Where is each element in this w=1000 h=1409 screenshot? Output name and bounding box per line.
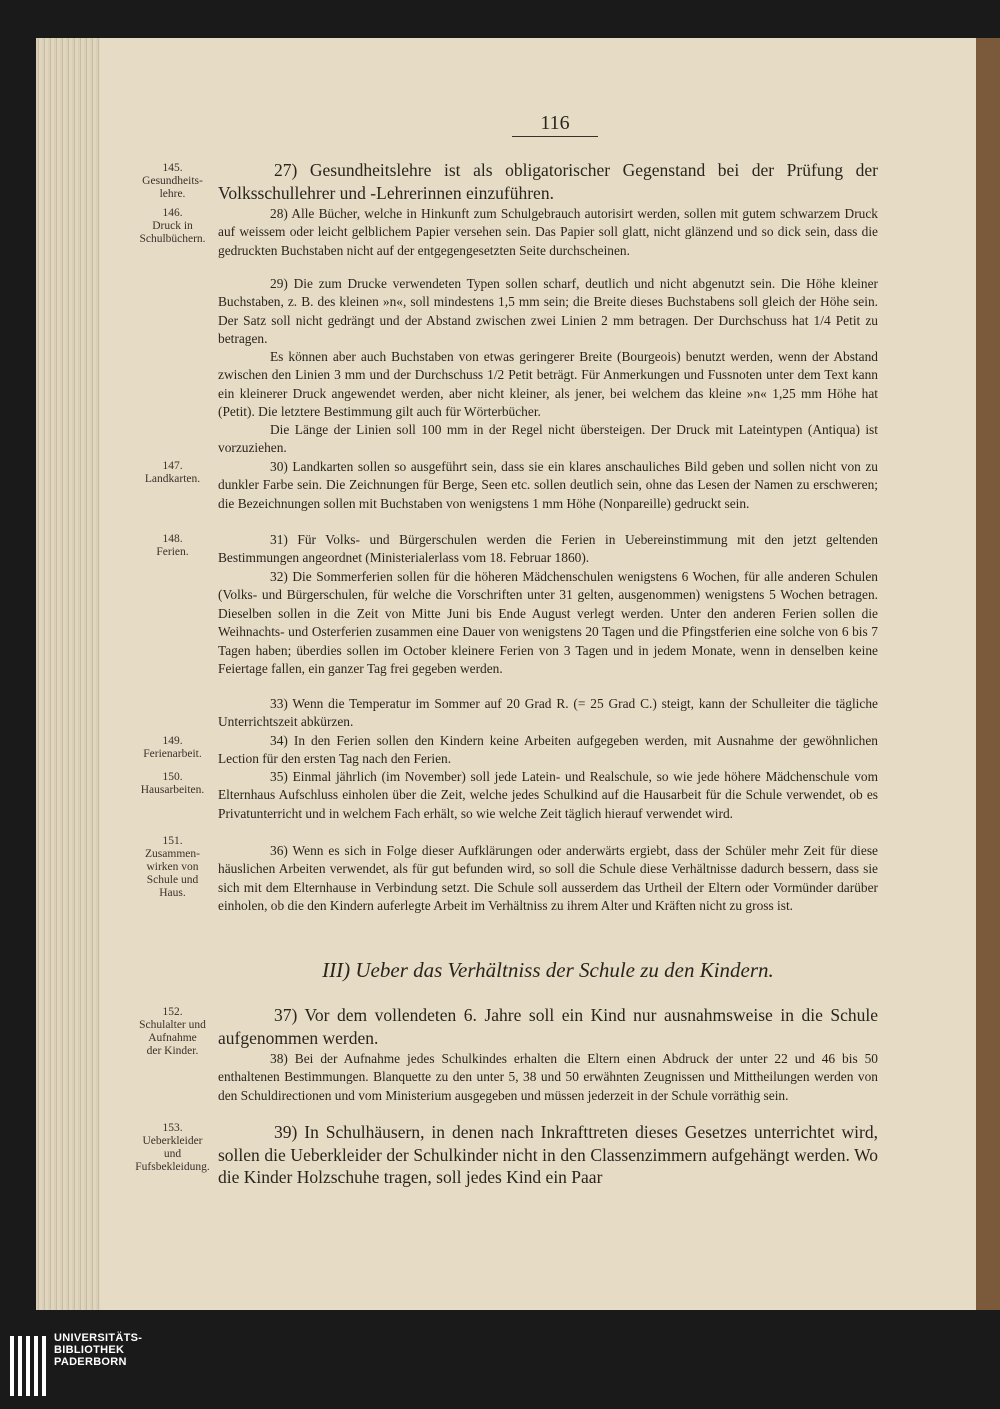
section-heading-III: III) Ueber das Verhältniss der Schule zu den Kindern. [322, 958, 774, 982]
paragraph-29: 29) Die zum Drucke verwendeten Typen sollen scharf, deutlich und nicht abgenutzt sein. Die Höhe kleiner Buchstaben, z. B. des kleinen »n«, soll mindestens 1,5 mm sein; die Breite dieses Buchstabens soll gleich der Höhe sein. Der Satz soll nicht gedrängt und der Abstand zwischen zwei Linien 2 mm betragen. Der Durchschuss hat 1/4 Petit zu betragen. [218, 276, 878, 347]
margin-note-150: 150. Hausarbeiten. [140, 771, 205, 796]
library-logo-text: UNIVERSITÄTS- BIBLIOTHEK PADERBORN [54, 1332, 143, 1368]
paragraph-37: 37) Vor dem vollendeten 6. Jahre soll ein Kind nur ausnahmsweise in die Schule aufgenommen werden. [218, 1005, 878, 1048]
paragraph-27: 27) Gesundheitslehre ist als obligatorischer Gegenstand bei der Prüfung der Volksschullehrer und -Lehrerinnen einzuführen. [218, 160, 878, 203]
paragraph-33: 33) Wenn die Temperatur im Sommer auf 20 Grad R. (= 25 Grad C.) steigt, kann der Schulleiter die tägliche Unterrichtszeit abkürzen. [218, 696, 878, 730]
paragraph-36: 36) Wenn es sich in Folge dieser Aufklärungen oder anderwärts ergiebt, dass der Schüler mehr Zeit für diese häuslichen Arbeiten verwendet, als für gut befunden wird, so soll die Schule diese Verhältnisse dadurch bessern, dass sie sich mit dem Elternhause in Verbindung setzt. Die Schule soll ausserdem das Urtheil der Eltern oder Vormünder darüber einholen, ob die den Kindern auferlegte Arbeit im Verhältniss zu ihrem Alter und Kräften nicht zu gross ist. [218, 843, 878, 914]
paragraph-28: 28) Alle Bücher, welche in Hinkunft zum Schulgebrauch autorisirt werden, sollen mit gutem schwarzem Druck auf weissem oder leicht gelblichem Papier versehen sein. Das Papier soll glatt, nicht glänzend und so dick sein, dass die gedruckten Buchstaben nicht auf der entgegengesetzten Seite durchscheinen. [218, 206, 878, 258]
paragraph-31: 31) Für Volks- und Bürgerschulen werden die Ferien in Uebereinstimmung mit den jetzt geltenden Bestimmungen angeordnet (Ministerialerlass vom 18. Februar 1860). [218, 532, 878, 566]
paragraph-32: 32) Die Sommerferien sollen für die höheren Mädchenschulen wenigstens 6 Wochen, für alle anderen Schulen (Volks- und Bürgerschulen, für welche die Vorschriften unter 31 gelten, ausgenommen) wenigstens 5 Wochen betragen. Dieselben sollen in die Zeit von Mitte Juni bis Ende August verlegt werden. Unter den anderen Ferien sollen die Weihnachts- und Osterferien zusammen eine Dauer von wenigstens 20 Tagen und die Pfingstferien eine solche von 6 bis 7 Tagen haben; überdies sollen im October kleinere Ferien von 3 Tagen und in jedem Monate, wenn in denselben keine Feiertage fallen, ein ganzer Tag frei gegeben werden. [218, 569, 878, 677]
footer-bar [0, 1330, 1000, 1409]
margin-note-146: 146. Druck in Schulbüchern. [139, 207, 206, 245]
margin-note-147: 147. Landkarten. [144, 460, 201, 485]
margin-note-151: 151. Zusammen- wirken von Schule und Haus. [145, 835, 200, 899]
page-stack-edge [36, 38, 100, 1310]
paragraph-35: 35) Einmal jährlich (im November) soll jede Latein- und Realschule, so wie jede höhere Mädchenschule vom Elternhaus Aufschluss einholen über die Zeit, welche jedes Schulkind auf die Hausarbeit für die Schule verwendet, ob es Privatunterricht und in welchem Fach erhält, so wie welche Zeit täglich hierauf verwendet wird. [218, 769, 878, 821]
page-number: 116 [540, 112, 570, 134]
page-number-rule [512, 136, 598, 137]
paragraph-34: 34) In den Ferien sollen den Kindern keine Arbeiten aufgegeben werden, mit Ausnahme der gewöhnlichen Lection für den ersten Tag nach den Ferien. [218, 733, 878, 767]
margin-note-153: 153. Ueberkleider und Fufsbekleidung. [135, 1122, 210, 1173]
margin-note-148: 148. Ferien. [156, 533, 189, 558]
paragraph-29c: Die Länge der Linien soll 100 mm in der Regel nicht übersteigen. Der Druck mit Lateintypen (Antiqua) ist vorzuziehen. [218, 422, 878, 456]
margin-note-152: 152. Schulalter und Aufnahme der Kinder. [139, 1006, 206, 1057]
paragraph-39: 39) In Schulhäusern, in denen nach Inkrafttreten dieses Gesetzes unterrichtet wird, sollen die Ueberkleider der Schulkinder nicht in den Classenzimmern aufgehängt werden. Wo die Kinder Holzschuhe tragen, soll jedes Kind ein Paar [218, 1122, 878, 1187]
library-logo-icon [10, 1336, 50, 1396]
paragraph-38: 38) Bei der Aufnahme jedes Schulkindes erhalten die Eltern einen Abdruck der unter 22 und 46 bis 50 enthaltenen Bestimmungen. Blanquette zu den unter 5, 38 und 50 erwähnten Zeugnissen und Mittheilungen werden von den Schuldirectionen und vom Ministerium ausgegeben und müssen jederzeit in der Schule vorräthig sein. [218, 1051, 878, 1103]
paragraph-29b: Es können aber auch Buchstaben von etwas geringerer Breite (Bourgeois) benutzt werden, wenn der Abstand zwischen den Linien 3 mm und der Durchschuss 1/2 Petit beträgt. Für Anmerkungen und Fussnoten unter dem Text kann ein kleinerer Druck angewendet werden, aber nicht kleiner, als jener, bei welchem das kleine »n« 1,25 mm Höhe hat (Petit). Die letztere Bestimmung gilt auch für Wörterbücher. [218, 349, 878, 420]
paragraph-30: 30) Landkarten sollen so ausgeführt sein, dass sie ein klares anschauliches Bild geben und sollen nicht von zu dunkler Farbe sein. Die Zeichnungen für Berge, Seen etc. sollen deutlich sein, ohne das Lesen der Namen zu erschweren; die Bezeichnungen sollen mit Buchstaben von wenigstens 1 mm Höhe (Nonpareille) gedruckt sein. [218, 459, 878, 511]
margin-note-145: 145. Gesundheits- lehre. [142, 162, 203, 200]
margin-note-149: 149. Ferienarbeit. [143, 735, 202, 760]
